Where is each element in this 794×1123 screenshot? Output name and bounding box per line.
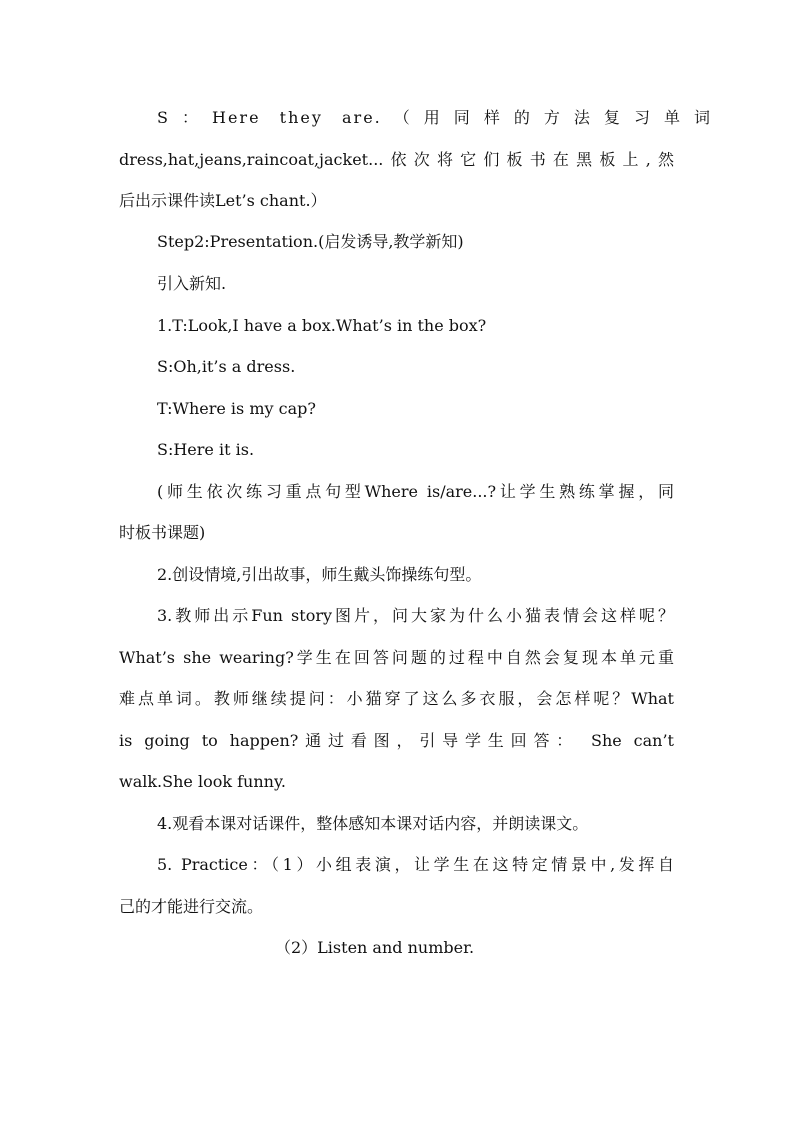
- text-line-3: 后出示课件读Let’s chant.）: [119, 191, 327, 210]
- text-line-10: (师生依次练习重点句型Where is/are...?让学生熟练掌握，同: [157, 482, 674, 501]
- text-line-4: Step2:Presentation.(启发诱导,教学新知): [157, 232, 464, 251]
- text-line-18: 4.观看本课对话课件，整体感知本课对话内容，并朗读课文。: [157, 814, 589, 833]
- text-line-9: S:Here it is.: [157, 440, 255, 459]
- text-line-14: What’s she wearing?学生在回答问题的过程中自然会复现本单元重: [119, 648, 674, 667]
- text-line-17: walk.She look funny.: [119, 772, 286, 791]
- text-line-13: 3.教师出示Fun story图片，问大家为什么小猫表情会这样呢？: [157, 606, 674, 625]
- text-line-21: （2）Listen and number.: [275, 938, 475, 957]
- text-line-1: S：Here they are.（用同样的方法复习单词: [157, 108, 712, 127]
- text-line-7: S:Oh,it’s a dress.: [157, 357, 296, 376]
- text-line-20: 己的才能进行交流。: [119, 897, 264, 916]
- text-line-8: T:Where is my cap?: [157, 399, 316, 418]
- text-line-11: 时板书课题): [119, 523, 206, 542]
- text-line-16: is going to happen?通过看图，引导学生回答： She can’t: [119, 731, 674, 750]
- text-line-6: 1.T:Look,I have a box.What’s in the box?: [157, 316, 487, 335]
- text-line-19: 5. Practice：（1）小组表演，让学生在这特定情景中,发挥自: [157, 855, 674, 874]
- text-line-2: dress,hat,jeans,raincoat,jacket...依次将它们板书在黑板上,然: [119, 150, 674, 169]
- text-line-5: 引入新知.: [157, 274, 227, 293]
- text-line-15: 难点单词。教师继续提问：小猫穿了这么多衣服，会怎样呢？What: [119, 689, 674, 708]
- text-line-12: 2.创设情境,引出故事，师生戴头饰操练句型。: [157, 565, 482, 584]
